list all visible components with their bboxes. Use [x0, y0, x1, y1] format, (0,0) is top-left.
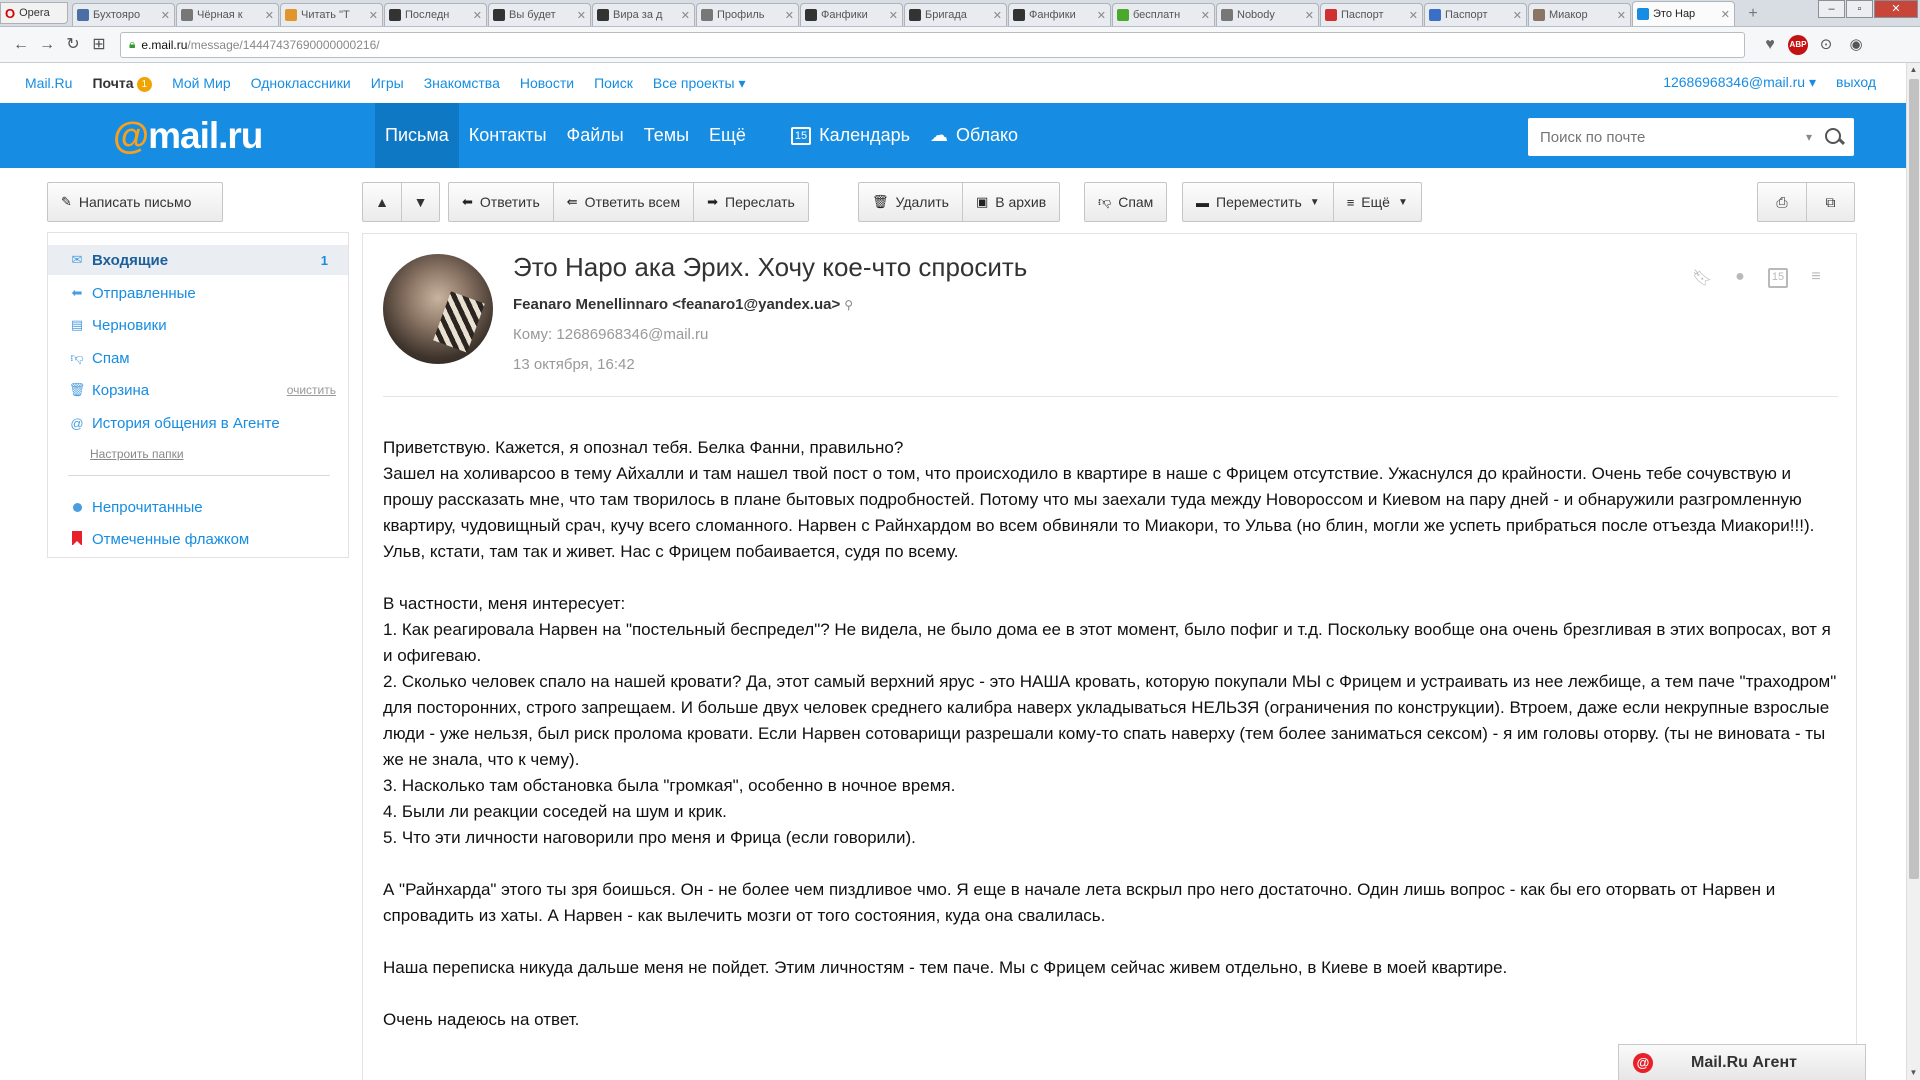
opera-logo-icon: O — [5, 5, 16, 21]
browser-tab[interactable] — [280, 3, 383, 26]
message-panel — [362, 233, 1857, 1080]
tab-close-icon[interactable]: ✕ — [1616, 9, 1626, 22]
mail-unread-badge: 1 — [137, 77, 153, 92]
search-icon[interactable] — [1824, 127, 1844, 147]
empty-trash-link[interactable]: очистить — [286, 383, 336, 397]
nav-temy[interactable]: Темы — [643, 125, 690, 145]
reload-button[interactable]: ↻ — [66, 35, 80, 53]
portal-link-pochta[interactable]: Почта 1 — [92, 75, 152, 92]
calendar-icon: 15 — [791, 127, 811, 145]
print-button[interactable] — [1758, 183, 1806, 221]
chevron-down-icon: ▼ — [1397, 196, 1408, 208]
browser-tab[interactable] — [72, 3, 175, 26]
lock-icon: 🔒︎ — [129, 37, 136, 51]
url-field[interactable] — [120, 32, 1745, 58]
body-paragraph: 3. Насколько там обстановка была "громкая", особенно в ночное время. — [383, 776, 956, 795]
portal-link-novosti[interactable]: Новости — [519, 75, 575, 91]
browser-tab[interactable] — [176, 3, 279, 26]
portal-bar — [0, 63, 1906, 103]
nav-faily[interactable]: Файлы — [566, 125, 624, 145]
agent-at-icon: @ — [70, 415, 84, 431]
cloud-icon: ☁ — [929, 125, 948, 145]
tab-label: Паспорт — [1445, 9, 1488, 21]
reply-all-button[interactable]: ⇚ Ответить всем — [553, 183, 693, 221]
portal-link-znakomstva[interactable]: Знакомства — [423, 75, 500, 91]
tab-close-icon[interactable]: ✕ — [1512, 9, 1522, 22]
opera-user-icon[interactable]: ◉ — [1849, 35, 1863, 53]
tab-favicon-icon — [909, 9, 921, 21]
tab-close-icon[interactable]: ✕ — [160, 9, 170, 22]
nav-arrows-group — [362, 182, 440, 222]
body-paragraph: 4. Были ли реакции соседей на шум и крик. — [383, 802, 727, 821]
browser-tab[interactable] — [1216, 3, 1319, 26]
delete-group — [858, 182, 1060, 222]
nav-kontakty[interactable]: Контакты — [468, 125, 547, 145]
url-path: /message/14447437690000000216/ — [187, 37, 380, 52]
browser-tab[interactable] — [1424, 3, 1527, 26]
body-paragraph: Зашел на холиварсоо в тему Айхалли и там нашел твой пост о том, что происходило в квартире в наше с Фрицем отсутствие. Ужаснулся до крайности. Очень тебе сочувствую и прошу рассказать мне, что там творилось в плане бытовых подробностей. Потому что мы заехали туда между Новороссом и Киевом на пару дней - и обнаружили разгромленную квартиру, чудовищный срач, кучу всего сломанного. Нарвен с Райнхардом во всем обвиняли то Миакори, то Ульва (но блин, могли же успеть прибраться после отъезда Миакори!!!). Ульв, кстати, там так и живет. Нас с Фрицем побаивается, судя по всему. — [383, 464, 1815, 561]
tab-close-icon[interactable]: ✕ — [1408, 9, 1418, 22]
address-bar — [0, 27, 1920, 63]
printer-icon: ⎙ — [1776, 193, 1788, 210]
nav-separator — [756, 103, 781, 168]
reply-button[interactable]: ⬅ Ответить — [462, 194, 540, 210]
sidebar-divider — [68, 475, 330, 476]
sender-avatar[interactable] — [383, 254, 493, 364]
tab-close-icon[interactable]: ✕ — [368, 9, 378, 22]
mail-search-input[interactable] — [1540, 129, 1806, 146]
tab-favicon-icon — [805, 9, 817, 21]
message-recipient: Кому: 12686968346@mail.ru — [513, 326, 709, 343]
flag-icon — [68, 531, 86, 548]
tab-favicon-icon — [597, 9, 609, 21]
reply-group — [448, 182, 809, 222]
speed-dial-icon[interactable]: ⊞ — [92, 35, 106, 53]
portal-link-mailru[interactable]: Mail.Ru — [25, 75, 73, 91]
tab-favicon-icon — [701, 9, 713, 21]
prev-message-button[interactable] — [363, 183, 401, 221]
tab-close-icon[interactable]: ✕ — [1096, 9, 1106, 22]
tab-favicon-icon — [1325, 9, 1337, 21]
tab-close-icon[interactable]: ✕ — [1720, 8, 1730, 21]
forward-button[interactable]: ➡ Переслать — [693, 183, 808, 221]
tab-close-icon[interactable]: ✕ — [264, 9, 274, 22]
mail-search — [1528, 118, 1854, 156]
tab-close-icon[interactable]: ✕ — [472, 9, 482, 22]
body-paragraph: А "Райнхарда" этого ты зря боишься. Он - не более чем пиздливое чмо. Я еще в начале лета вскрыл про него достаточно. Один лишь вопрос - как бы его оторвать от Нарвен и спровадить из хаты. А Нарвен - как вылечить мозги от того состояния, куда она свалилась. — [383, 880, 1776, 925]
message-date: 13 октября, 16:42 — [513, 356, 635, 373]
tab-label: Читать "Т — [301, 9, 350, 21]
configure-folders-link[interactable]: Настроить папки — [90, 447, 184, 461]
tab-favicon-icon — [181, 9, 193, 21]
tab-favicon-icon — [1013, 9, 1025, 21]
tab-close-icon[interactable]: ✕ — [1200, 9, 1210, 22]
popout-button[interactable] — [1806, 183, 1854, 221]
tab-close-icon[interactable]: ✕ — [888, 9, 898, 22]
unread-dot-icon — [68, 500, 86, 515]
browser-tab-bar — [0, 0, 1920, 27]
compose-pencil-icon: ✎ — [61, 194, 72, 209]
body-paragraph: 1. Как реагировала Нарвен на "постельный беспредел"? Не видела, не было дома ее в этот момент, было пофиг и т.д. Поскольку вообще она очень брезгливая в этих вопросах, вот я и офигеваю. — [383, 620, 1831, 665]
browser-tab[interactable] — [488, 3, 591, 26]
minimize-button[interactable]: – — [1818, 0, 1845, 18]
tab-label: Вира за д — [613, 9, 663, 21]
scroll-thumb[interactable] — [1909, 79, 1919, 879]
move-group — [1182, 182, 1422, 222]
body-blank-line — [383, 851, 1838, 877]
menu-lines-icon: ≡ — [1346, 194, 1355, 210]
body-paragraph: 2. Сколько человек спало на нашей кровати? Да, этот самый верхний ярус - это НАША кровать, которую покупали МЫ с Фрицем и устраивать из нее лежбище, а тем паче "траходром" для посторонних, строго запрещаем. И больше двух человек среднего калибра наверх укладываться НЕЛЬЗЯ (ограничения по конструкции). Втроем, даже если некрупные взрослые люди - уже нельзя, был риск пролома кровати. Если Нарвен сотоварищи разрешали кому-то спать наверху (тем более заниматься сексом) - я им головы оторву. (ты не виновата - ты же не знала, что к чему). — [383, 672, 1837, 769]
page-scrollbar[interactable] — [1906, 63, 1920, 1080]
browser-tab[interactable] — [1528, 3, 1631, 26]
folder-trash[interactable]: 🗑︎ Корзина очистить — [68, 381, 336, 399]
draft-icon: ▤ — [70, 317, 84, 332]
browser-tab[interactable] — [384, 3, 487, 26]
scroll-up-arrow[interactable]: ▲ — [1909, 65, 1918, 74]
filter-flagged[interactable]: Отмеченные флажком — [48, 524, 348, 554]
tab-favicon-icon — [1533, 9, 1545, 21]
portal-link-poisk[interactable]: Поиск — [594, 75, 633, 91]
browser-tab[interactable] — [1112, 3, 1215, 26]
close-window-button[interactable]: ✕ — [1874, 0, 1918, 18]
tab-label: Фанфики — [1029, 9, 1076, 21]
body-blank-line — [383, 565, 1838, 591]
nav-eshche[interactable]: Ещё — [709, 125, 746, 145]
window-controls — [1817, 0, 1918, 18]
agent-icon: @ — [1633, 1053, 1653, 1073]
folder-agent-history[interactable]: @ История общения в Агенте — [48, 408, 348, 438]
back-button[interactable]: ← — [13, 35, 29, 53]
opera-menu-button[interactable] — [0, 2, 68, 24]
archive-button[interactable]: ▣ В архив — [962, 183, 1059, 221]
print-group — [1757, 182, 1855, 222]
nav-pisma[interactable]: Письма — [375, 103, 459, 168]
main-header — [0, 103, 1906, 168]
filter-unread[interactable]: Непрочитанные — [48, 492, 348, 522]
mailru-agent-bar[interactable] — [1618, 1044, 1866, 1080]
portal-link-all-projects[interactable]: Все проекты ▾ — [652, 74, 746, 91]
browser-tab[interactable] — [696, 3, 799, 26]
tab-label: Бухтояро — [93, 9, 141, 21]
thumbs-down-icon: 👎︎ — [70, 350, 84, 365]
browser-tab[interactable] — [592, 3, 695, 26]
tab-close-icon[interactable]: ✕ — [784, 9, 794, 22]
search-sender-icon[interactable]: ⚲ — [844, 298, 854, 312]
folder-inbox[interactable]: ✉ Входящие 1 — [48, 245, 348, 275]
portal-link-moi-mir[interactable]: Мой Мир — [172, 75, 231, 91]
body-paragraph: В частности, меня интересует: — [383, 594, 626, 613]
tab-favicon-icon — [493, 9, 505, 21]
tab-label: Это Нар — [1653, 8, 1696, 20]
arrow-up-icon: ▲ — [375, 194, 389, 210]
forward-button[interactable]: → — [39, 35, 55, 53]
tab-close-icon[interactable]: ✕ — [992, 9, 1002, 22]
message-menu-icon[interactable]: ≡ — [1811, 268, 1821, 285]
opera-label: Opera — [19, 7, 50, 19]
forward-icon: ➡ — [707, 194, 718, 209]
tab-label: Бригада — [925, 9, 967, 21]
download-icon[interactable]: ⊙ — [1819, 35, 1833, 53]
inbox-count: 1 — [320, 252, 328, 268]
message-subject: Это Наро ака Эрих. Хочу кое-что спросить — [513, 252, 1028, 282]
trash-icon: 🗑︎ — [68, 382, 86, 397]
nav-calendar[interactable]: 15 Календарь — [781, 103, 920, 168]
folder-icon: ▬ — [1196, 194, 1209, 210]
browser-tab[interactable] — [800, 3, 903, 26]
tab-close-icon[interactable]: ✕ — [576, 9, 586, 22]
tab-close-icon[interactable]: ✕ — [1304, 9, 1314, 22]
reply-all-icon: ⇚ — [566, 194, 578, 209]
portal-link-odnoklassniki[interactable]: Одноклассники — [250, 75, 351, 91]
browser-tab[interactable] — [904, 3, 1007, 26]
message-actions — [1674, 268, 1826, 288]
tab-favicon-icon — [389, 9, 401, 21]
folder-spam[interactable]: 👎︎ Спам — [48, 343, 348, 373]
envelope-icon: ✉ — [71, 252, 83, 267]
compose-button[interactable]: ✎ Написать письмо — [47, 182, 223, 222]
tab-favicon-icon — [285, 9, 297, 21]
body-blank-line — [383, 929, 1838, 955]
message-body — [383, 435, 1838, 1033]
trash-icon: 🗑︎ — [872, 194, 889, 209]
folder-sent[interactable]: ⬅ Отправленные — [48, 278, 348, 308]
delete-button[interactable]: 🗑︎ Удалить — [872, 194, 949, 210]
folder-drafts[interactable]: ▤ Черновики — [48, 310, 348, 340]
agent-label: Mail.Ru Агент — [1691, 1053, 1797, 1071]
tab-favicon-icon — [1221, 9, 1233, 21]
header-divider — [383, 396, 1838, 397]
chevron-down-icon: ▼ — [1309, 196, 1320, 208]
adblock-icon[interactable]: ABP — [1788, 35, 1808, 55]
maximize-button[interactable]: ▫ — [1846, 0, 1873, 18]
read-status-dot-icon[interactable]: ● — [1735, 268, 1745, 285]
archive-icon: ▣ — [975, 194, 989, 209]
tab-favicon-icon — [1117, 9, 1129, 21]
tab-label: бесплатн — [1133, 9, 1181, 21]
popout-icon: ⧉ — [1825, 193, 1836, 210]
tab-label: Профиль — [717, 9, 765, 21]
browser-tab[interactable] — [1320, 3, 1423, 26]
next-message-button[interactable] — [401, 183, 439, 221]
more-button[interactable]: ≡ Ещё ▼ — [1333, 183, 1421, 221]
tab-close-icon[interactable]: ✕ — [680, 9, 690, 22]
body-blank-line — [383, 981, 1838, 1007]
thumbs-down-icon: 👎︎ — [1098, 194, 1112, 209]
new-tab-button[interactable]: + — [1748, 5, 1758, 22]
tab-label: Последн — [405, 9, 450, 21]
bookmark-heart-icon[interactable]: ♥ — [1765, 35, 1775, 53]
folder-sidebar — [47, 232, 349, 558]
portal-link-igry[interactable]: Игры — [370, 75, 404, 91]
tab-favicon-icon — [1429, 9, 1441, 21]
arrow-down-icon: ▼ — [413, 194, 428, 210]
account-menu[interactable]: 12686968346@mail.ru ▾ — [1663, 74, 1816, 90]
browser-tab[interactable] — [1008, 3, 1111, 26]
logout-link[interactable]: выход — [1836, 74, 1876, 90]
message-sender[interactable]: Feanaro Menellinnaro <feanaro1@yandex.ua> ⚲ — [513, 296, 854, 313]
url-domain: e.mail.ru — [141, 37, 188, 52]
browser-tab[interactable] — [1632, 1, 1735, 26]
tab-label: Nobody — [1237, 9, 1275, 21]
tab-favicon-icon — [77, 9, 89, 21]
body-paragraph: Наша переписка никуда дальше меня не пойдет. Этим личностям - тем паче. Мы с Фрицем сейчас живем отдельно, в Киеве в моей квартире. — [383, 958, 1508, 977]
sent-arrow-icon: ⬅ — [71, 285, 83, 300]
tab-label: Миакор — [1549, 9, 1588, 21]
mailru-logo[interactable]: @mail.ru — [113, 114, 263, 156]
body-paragraph: 5. Что эти личности наговорили про меня и Фрица (если говорили). — [383, 828, 916, 847]
tab-label: Чёрная к — [197, 9, 243, 21]
nav-cloud[interactable]: ☁ Облако — [929, 125, 1019, 145]
tab-favicon-icon — [1637, 8, 1649, 20]
body-paragraph: Приветствую. Кажется, я опознал тебя. Белка Фанни, правильно? — [383, 438, 904, 457]
move-button[interactable]: ▬ Переместить ▼ — [1196, 194, 1320, 210]
tab-label: Фанфики — [821, 9, 868, 21]
bookmark-icon[interactable]: 🔖︎ — [1692, 270, 1713, 287]
search-options-dropdown[interactable]: ▾ — [1805, 130, 1812, 144]
calendar-event-icon[interactable]: 15 — [1768, 268, 1788, 288]
reply-icon: ⬅ — [462, 194, 473, 209]
scroll-down-arrow[interactable]: ▼ — [1909, 1068, 1918, 1077]
spam-button[interactable]: 👎︎ Спам — [1084, 182, 1167, 222]
tab-label: Вы будет — [509, 9, 556, 21]
body-paragraph: Очень надеюсь на ответ. — [383, 1010, 580, 1029]
main-nav — [375, 103, 1028, 168]
tab-label: Паспорт — [1341, 9, 1384, 21]
